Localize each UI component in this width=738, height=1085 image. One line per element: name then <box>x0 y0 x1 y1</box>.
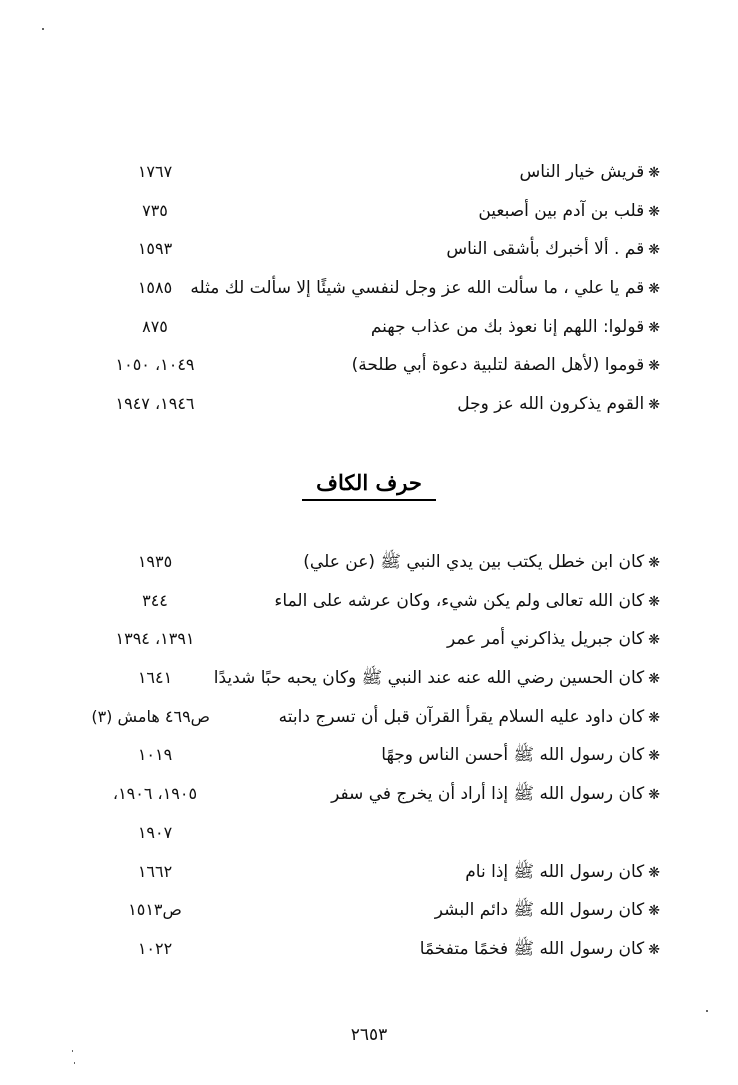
bullet-icon: ❋ <box>648 165 660 181</box>
entry-reference: ١٠٤٩، ١٠٥٠ <box>115 355 195 375</box>
entry-reference: ١٠٢٢ <box>137 938 173 958</box>
entry-reference: ١٩٤٦، ١٩٤٧ <box>115 394 195 414</box>
entry-text <box>420 937 660 962</box>
bullet-icon: ❋ <box>648 242 660 259</box>
entry-text-body: كان رسول الله ﷺ إذا أراد أن يخرج في سفر <box>331 784 645 805</box>
entry-text-body: كان الله تعالى ولم يكن شيء، وكان عرشه على الماء <box>274 590 645 611</box>
bullet-icon: ❋ <box>648 632 660 649</box>
entry-text-body: قريش خيار الناس <box>519 162 645 182</box>
entry-text-body: كان رسول الله ﷺ أحسن الناس وجهًا <box>381 745 645 766</box>
entry-text-body: كان رسول الله ﷺ فخمًا متفخمًا <box>419 938 645 959</box>
entry-reference: ص٤٦٩ هامش (٣) <box>91 706 210 726</box>
page-number: ٢٦٥٣ <box>350 1025 388 1045</box>
entry-text-body: كان ابن خطل يكتب بين يدي النبي ﷺ (عن علي) <box>303 552 645 572</box>
bullet-icon: ❋ <box>648 555 660 571</box>
entry-reference: ١٥٩٣ <box>137 239 173 259</box>
entry-row <box>100 860 660 899</box>
entry-text-body: قم يا علي ، ما سألت الله عز وجل لنفسي شيئًا إلا سألت لك مثله <box>190 278 645 299</box>
entry-text-body: كان رسول الله ﷺ إذا نام <box>465 861 645 882</box>
entry-reference: ١٦٦٢ <box>137 861 173 881</box>
section-heading-text: حرف الكاف <box>302 470 436 501</box>
entry-text <box>214 666 660 691</box>
bullet-icon: ❋ <box>648 281 660 298</box>
entry-row <box>100 550 660 589</box>
entry-text <box>303 550 660 575</box>
section-heading <box>0 470 738 501</box>
entry-row <box>100 276 660 315</box>
entry-text-body: كان الحسين رضي الله عنه عند النبي ﷺ وكان يحبه حبًا شديدًا <box>213 668 645 689</box>
bullet-icon: ❋ <box>648 397 660 414</box>
entry-reference: ١٩٠٥، ١٩٠٦، <box>112 784 198 804</box>
entry-text-body: قولوا: اللهم إنا نعوذ بك من عذاب جهنم <box>370 316 645 337</box>
entry-row <box>100 743 660 782</box>
bullet-icon: ❋ <box>648 864 660 881</box>
entry-text-body: القوم يذكرون الله عز وجل <box>457 394 645 415</box>
entry-row <box>100 589 660 628</box>
entry-text <box>274 589 660 614</box>
entry-row <box>100 237 660 276</box>
entry-reference: ٧٣٥ <box>142 200 168 220</box>
bullet-icon: ❋ <box>648 319 660 336</box>
entry-text <box>279 705 660 730</box>
entry-reference: ١٧٦٧ <box>137 162 173 181</box>
bullet-icon: ❋ <box>648 941 660 958</box>
entry-reference: ١٩٣٥ <box>137 552 173 571</box>
entry-text <box>371 315 660 340</box>
entry-text-body: كان رسول الله ﷺ دائم البشر <box>434 900 645 921</box>
entry-text <box>446 237 660 262</box>
entry-text <box>447 627 660 652</box>
entry-reference: ص١٥١٣ <box>128 900 182 920</box>
entry-reference: ١٥٨٥ <box>137 278 173 298</box>
entry-row <box>100 199 660 238</box>
entry-reference: ٨٧٥ <box>142 316 168 336</box>
entry-list-kaf <box>91 550 660 976</box>
entry-text <box>331 782 660 807</box>
entry-reference: ١٩٠٧ <box>137 822 173 842</box>
entry-text-body: قلب بن آدم بين أصبعين <box>478 200 645 221</box>
entry-text <box>520 160 660 185</box>
entry-row <box>100 315 660 354</box>
entry-reference: ١٦٤١ <box>137 668 173 688</box>
entry-row <box>100 898 660 937</box>
bullet-icon: ❋ <box>648 593 660 610</box>
entry-text <box>435 898 660 923</box>
entry-row <box>100 627 660 666</box>
entry-row <box>100 821 660 860</box>
entry-text <box>352 353 660 378</box>
entry-text <box>381 743 660 768</box>
entry-reference: ٣٤٤ <box>142 590 168 610</box>
entry-text <box>457 392 660 417</box>
entry-text-body: كان جبريل يذاكرني أمر عمر <box>446 629 645 650</box>
bullet-icon: ❋ <box>648 358 660 375</box>
entry-text <box>465 860 660 885</box>
entry-text-body: قم . ألا أخبرك بأشقى الناس <box>446 239 645 260</box>
bullet-icon: ❋ <box>648 709 660 726</box>
entry-row <box>100 937 660 976</box>
entry-row <box>100 392 660 431</box>
bullet-icon: ❋ <box>648 671 660 688</box>
entry-row <box>91 705 660 744</box>
entry-text <box>190 276 660 301</box>
entry-row <box>100 782 660 821</box>
entry-list-qaf <box>100 160 660 431</box>
bullet-icon: ❋ <box>648 748 660 765</box>
bullet-icon: ❋ <box>648 203 660 220</box>
entry-reference: ١٠١٩ <box>137 745 173 765</box>
bullet-icon: ❋ <box>648 903 660 920</box>
entry-row <box>100 353 660 392</box>
entry-text-body: كان داود عليه السلام يقرأ القرآن قبل أن تسرج دابته <box>278 706 645 727</box>
entry-text <box>478 199 660 224</box>
entry-row <box>100 160 660 199</box>
bullet-icon: ❋ <box>648 787 660 804</box>
entry-text-body: قوموا (لأهل الصفة لتلبية دعوة أبي طلحة) <box>351 355 645 376</box>
entry-row <box>100 666 660 705</box>
entry-reference: ١٣٩١، ١٣٩٤ <box>115 629 195 649</box>
